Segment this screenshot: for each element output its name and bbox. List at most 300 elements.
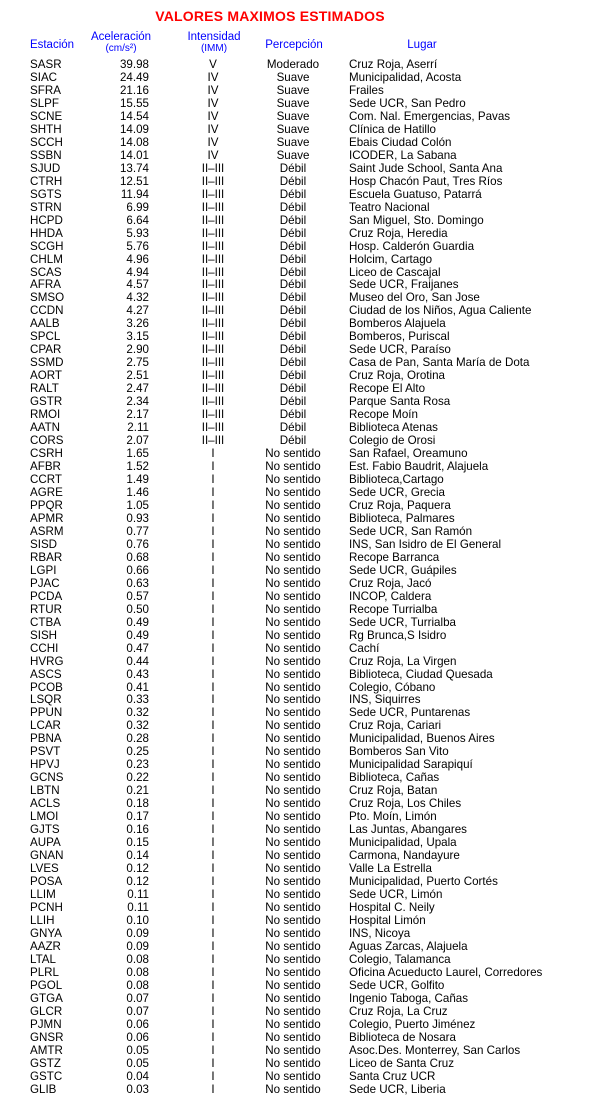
cell-intensidad: I [211, 810, 215, 824]
cell-estacion: GSTR [30, 395, 63, 409]
cell-percepcion: No sentido [265, 589, 321, 603]
cell-aceleracion: 0.15 [126, 836, 149, 850]
cell-percepcion: No sentido [265, 1004, 321, 1018]
table-row [0, 1045, 590, 1058]
cell-lugar: INCOP, Caldera [349, 589, 432, 603]
cell-percepcion: Suave [276, 135, 310, 149]
cell-aceleracion: 0.07 [126, 1004, 149, 1018]
cell-estacion: PBNA [30, 732, 62, 746]
cell-lugar: Recope Barranca [349, 550, 440, 564]
cell-intensidad: I [211, 641, 215, 655]
cell-intensidad: I [211, 1082, 215, 1096]
cell-estacion: CTBA [30, 615, 61, 629]
cell-intensidad: I [211, 447, 215, 461]
cell-estacion: LBTN [30, 784, 60, 798]
cell-lugar: Sede UCR, Paraíso [349, 343, 451, 357]
cell-estacion: CSRH [30, 447, 63, 461]
cell-percepcion: Suave [276, 70, 310, 84]
cell-estacion: POSA [30, 875, 63, 889]
cell-aceleracion: 0.32 [126, 719, 149, 733]
cell-intensidad: II–III [201, 408, 225, 422]
cell-lugar: Com. Nal. Emergencias, Pavas [349, 109, 511, 123]
cell-estacion: PJAC [30, 576, 60, 590]
cell-intensidad: I [211, 498, 215, 512]
cell-percepcion: Débil [279, 304, 307, 318]
cell-intensidad: II–III [201, 356, 225, 370]
cell-aceleracion: 0.05 [126, 1056, 149, 1070]
table-row [0, 124, 590, 137]
cell-percepcion: No sentido [265, 991, 321, 1005]
cell-intensidad: I [211, 939, 215, 953]
cell-intensidad: II–III [201, 265, 225, 279]
cell-aceleracion: 21.16 [119, 83, 149, 97]
cell-aceleracion: 2.90 [126, 343, 149, 357]
cell-percepcion: Débil [279, 356, 307, 370]
cell-lugar: Sede UCR, Limón [349, 888, 443, 901]
cell-aceleracion: 14.01 [119, 148, 149, 162]
cell-aceleracion: 0.05 [126, 1043, 149, 1057]
table-row [0, 967, 590, 980]
cell-lugar: Saint Jude School, Santa Ana [349, 161, 503, 175]
cell-estacion: APMR [30, 511, 64, 525]
cell-lugar: Ebais Ciudad Colón [349, 135, 452, 149]
cell-intensidad: I [211, 900, 215, 914]
cell-lugar: Sede UCR, San Pedro [349, 96, 466, 110]
cell-aceleracion: 4.32 [126, 291, 149, 305]
cell-estacion: GSTZ [30, 1056, 61, 1070]
cell-aceleracion: 0.23 [126, 758, 149, 772]
cell-aceleracion: 0.44 [126, 654, 149, 668]
cell-percepcion: No sentido [265, 615, 321, 629]
cell-percepcion: No sentido [265, 913, 321, 927]
cell-estacion: LGPI [30, 563, 57, 577]
table-row [0, 1071, 590, 1084]
table-row [0, 1032, 590, 1045]
cell-lugar: San Miguel, Sto. Domingo [349, 213, 484, 227]
cell-lugar: Pto. Moín, Limón [349, 810, 437, 824]
cell-aceleracion: 14.54 [119, 109, 149, 123]
cell-intensidad: V [209, 58, 217, 71]
header-intensidad [182, 32, 246, 54]
cell-intensidad: I [211, 680, 215, 694]
cell-percepcion: Débil [279, 343, 307, 357]
cell-intensidad: I [211, 1004, 215, 1018]
cell-percepcion: No sentido [265, 706, 321, 720]
cell-lugar: Cruz Roja, Aserrí [349, 58, 438, 71]
cell-aceleracion: 0.04 [126, 1069, 149, 1083]
cell-intensidad: I [211, 1030, 215, 1044]
table-row [0, 591, 590, 604]
cell-aceleracion: 2.47 [126, 382, 149, 396]
header-percepcion: Percepción [265, 39, 323, 51]
cell-estacion: SISH [30, 628, 58, 642]
cell-intensidad: I [211, 473, 215, 486]
cell-intensidad: I [211, 849, 215, 863]
cell-percepcion: No sentido [265, 900, 321, 914]
cell-estacion: AAZR [30, 939, 61, 953]
cell-percepcion: No sentido [265, 628, 321, 642]
cell-intensidad: II–III [201, 226, 225, 240]
cell-estacion: CORS [30, 434, 64, 448]
cell-estacion: SIAC [30, 70, 58, 84]
cell-estacion: GNYA [30, 926, 62, 940]
cell-aceleracion: 0.68 [126, 550, 149, 564]
cell-intensidad: I [211, 615, 215, 629]
cell-lugar: Municipalidad, Puerto Cortés [349, 875, 498, 889]
table-row [0, 604, 590, 617]
cell-percepcion: Suave [276, 96, 310, 110]
table-row [0, 137, 590, 150]
table-row [0, 617, 590, 630]
cell-estacion: SMSO [30, 291, 65, 305]
cell-aceleracion: 2.51 [126, 369, 149, 383]
cell-lugar: INS, Nicoya [349, 926, 411, 940]
cell-intensidad: I [211, 667, 215, 681]
cell-percepcion: Débil [279, 239, 307, 253]
cell-lugar: Frailes [349, 83, 384, 97]
cell-lugar: Biblioteca, Palmares [349, 511, 455, 525]
cell-percepcion: No sentido [265, 732, 321, 746]
cell-intensidad: I [211, 550, 215, 564]
cell-percepcion: No sentido [265, 745, 321, 759]
cell-intensidad: II–III [201, 434, 225, 448]
cell-aceleracion: 0.76 [126, 537, 149, 551]
cell-intensidad: IV [207, 109, 219, 123]
cell-percepcion: Débil [279, 291, 307, 305]
table-row [0, 72, 590, 85]
cell-intensidad: I [211, 952, 215, 966]
cell-percepcion: No sentido [265, 758, 321, 772]
cell-lugar: Carmona, Nandayure [349, 849, 460, 863]
cell-percepcion: Débil [279, 265, 307, 279]
cell-percepcion: Débil [279, 382, 307, 396]
cell-estacion: HCPD [30, 213, 63, 227]
cell-aceleracion: 4.57 [126, 278, 149, 292]
cell-aceleracion: 2.75 [126, 356, 149, 370]
cell-aceleracion: 4.96 [126, 252, 149, 266]
cell-estacion: SPCL [30, 330, 61, 344]
table-row [0, 176, 590, 189]
cell-aceleracion: 0.28 [126, 732, 149, 746]
cell-intensidad: IV [207, 122, 219, 136]
cell-percepcion: No sentido [265, 1069, 321, 1083]
cell-estacion: CCDN [30, 304, 64, 318]
cell-estacion: GJTS [30, 823, 60, 837]
cell-estacion: PPQR [30, 498, 63, 512]
cell-percepcion: No sentido [265, 875, 321, 889]
table-row [0, 539, 590, 552]
cell-lugar: Sede UCR, Fraijanes [349, 278, 459, 292]
cell-aceleracion: 4.27 [126, 304, 149, 318]
cell-lugar: Sede UCR, Guápiles [349, 563, 457, 577]
table-row [0, 1006, 590, 1019]
cell-percepcion: Suave [276, 83, 310, 97]
cell-estacion: AUPA [30, 836, 61, 850]
cell-percepcion: No sentido [265, 447, 321, 461]
cell-aceleracion: 0.18 [126, 797, 149, 811]
cell-percepcion: No sentido [265, 1017, 321, 1031]
cell-estacion: CCHI [30, 641, 59, 655]
cell-lugar: Sede UCR, Grecia [349, 485, 446, 499]
cell-percepcion: Débil [279, 174, 307, 188]
cell-lugar: Oficina Acueducto Laurel, Corredores [349, 965, 543, 979]
cell-intensidad: I [211, 823, 215, 837]
cell-estacion: SLPF [30, 96, 59, 110]
cell-aceleracion: 15.55 [119, 96, 149, 110]
cell-intensidad: I [211, 706, 215, 720]
cell-lugar: Sede UCR, Liberia [349, 1082, 446, 1096]
cell-estacion: PLRL [30, 965, 60, 979]
cell-percepcion: Suave [276, 122, 310, 136]
cell-intensidad: I [211, 1069, 215, 1083]
cell-lugar: Cruz Roja, Jacó [349, 576, 432, 590]
cell-percepcion: No sentido [265, 563, 321, 577]
header-intensidad-unit: (IMM) [200, 43, 228, 54]
header-lugar: Lugar [407, 39, 437, 51]
cell-estacion: ACLS [30, 797, 61, 811]
cell-estacion: RMOI [30, 408, 61, 422]
cell-estacion: SJUD [30, 161, 61, 175]
cell-estacion: SCCH [30, 135, 63, 149]
cell-lugar: Teatro Nacional [349, 200, 430, 214]
cell-aceleracion: 1.05 [126, 498, 149, 512]
cell-lugar: Municipalidad Sarapiquí [349, 758, 473, 772]
cell-aceleracion: 12.51 [119, 174, 149, 188]
cell-lugar: Bomberos San Vito [349, 745, 449, 759]
cell-aceleracion: 0.09 [126, 939, 149, 953]
cell-lugar: Biblioteca de Nosara [349, 1030, 456, 1044]
cell-intensidad: II–III [201, 382, 225, 396]
table-row [0, 915, 590, 928]
cell-intensidad: I [211, 888, 215, 901]
table-row [0, 1084, 590, 1097]
cell-aceleracion: 39.98 [119, 58, 149, 71]
cell-estacion: PCDA [30, 589, 63, 603]
cell-estacion: AFBR [30, 460, 61, 474]
cell-percepcion: Débil [279, 434, 307, 448]
cell-intensidad: I [211, 460, 215, 474]
table-row [0, 954, 590, 967]
cell-aceleracion: 2.34 [126, 395, 149, 409]
cell-lugar: Clínica de Hatillo [349, 122, 436, 136]
table-row [0, 189, 590, 202]
cell-aceleracion: 0.25 [126, 745, 149, 759]
cell-intensidad: I [211, 563, 215, 577]
cell-aceleracion: 1.49 [126, 473, 149, 486]
cell-estacion: LLIM [30, 888, 56, 901]
cell-aceleracion: 0.57 [126, 589, 149, 603]
cell-lugar: Sede UCR, Turrialba [349, 615, 456, 629]
cell-lugar: Ciudad de los Niños, Agua Caliente [349, 304, 532, 318]
table-row [0, 85, 590, 98]
table-row [0, 526, 590, 539]
cell-percepcion: No sentido [265, 797, 321, 811]
cell-aceleracion: 0.08 [126, 965, 149, 979]
cell-aceleracion: 14.09 [119, 122, 149, 136]
cell-intensidad: I [211, 797, 215, 811]
cell-intensidad: IV [207, 96, 219, 110]
cell-estacion: SHTH [30, 122, 62, 136]
cell-percepcion: No sentido [265, 784, 321, 798]
header-intensidad-label: Intensidad [187, 31, 241, 43]
cell-estacion: GSTC [30, 1069, 63, 1083]
cell-aceleracion: 0.06 [126, 1030, 149, 1044]
cell-aceleracion: 24.49 [119, 70, 149, 84]
cell-intensidad: I [211, 771, 215, 785]
cell-percepcion: Débil [279, 200, 307, 214]
cell-percepcion: Moderado [266, 58, 320, 71]
cell-lugar: Cruz Roja, La Virgen [349, 654, 457, 668]
cell-lugar: Sede UCR, Golfito [349, 978, 445, 992]
cell-percepcion: No sentido [265, 810, 321, 824]
cell-aceleracion: 0.10 [126, 913, 149, 927]
cell-estacion: SFRA [30, 83, 61, 97]
cell-lugar: Casa de Pan, Santa María de Dota [349, 356, 530, 370]
cell-intensidad: I [211, 978, 215, 992]
cell-intensidad: II–III [201, 421, 225, 435]
table-row [0, 254, 590, 267]
cell-estacion: SGTS [30, 187, 62, 201]
cell-aceleracion: 0.41 [126, 680, 149, 694]
cell-intensidad: I [211, 576, 215, 590]
cell-aceleracion: 5.76 [126, 239, 149, 253]
cell-lugar: Biblioteca,Cartago [349, 473, 444, 486]
cell-lugar: Colegio, Puerto Jiménez [349, 1017, 476, 1031]
cell-estacion: AALB [30, 317, 60, 331]
cell-estacion: LLIH [30, 913, 55, 927]
cell-percepcion: No sentido [265, 524, 321, 538]
cell-lugar: Las Juntas, Abangares [349, 823, 467, 837]
cell-aceleracion: 0.17 [126, 810, 149, 824]
cell-estacion: RBAR [30, 550, 63, 564]
cell-estacion: HPVJ [30, 758, 60, 772]
cell-intensidad: IV [207, 148, 219, 162]
table-row [0, 215, 590, 228]
cell-estacion: HVRG [30, 654, 64, 668]
cell-aceleracion: 0.33 [126, 693, 149, 707]
cell-aceleracion: 0.66 [126, 563, 149, 577]
cell-lugar: Cruz Roja, Paquera [349, 498, 451, 512]
cell-intensidad: I [211, 862, 215, 876]
cell-percepcion: Débil [279, 252, 307, 266]
cell-aceleracion: 0.06 [126, 1017, 149, 1031]
cell-percepcion: No sentido [265, 823, 321, 837]
header-aceleracion-unit: (cm/s²) [105, 43, 137, 54]
cell-aceleracion: 0.03 [126, 1082, 149, 1096]
cell-lugar: Recope Turrialba [349, 602, 438, 616]
cell-lugar: Municipalidad, Acosta [349, 70, 462, 84]
table-row [0, 565, 590, 578]
cell-estacion: GLCR [30, 1004, 63, 1018]
cell-lugar: ICODER, La Sabana [349, 148, 457, 162]
cell-intensidad: I [211, 965, 215, 979]
cell-lugar: Bomberos, Puriscal [349, 330, 450, 344]
cell-aceleracion: 0.32 [126, 706, 149, 720]
cell-lugar: Colegio de Orosi [349, 434, 436, 448]
cell-intensidad: I [211, 602, 215, 616]
cell-intensidad: II–III [201, 213, 225, 227]
cell-lugar: Biblioteca Atenas [349, 421, 438, 435]
cell-percepcion: No sentido [265, 965, 321, 979]
cell-intensidad: I [211, 511, 215, 525]
cell-intensidad: I [211, 875, 215, 889]
cell-estacion: SCAS [30, 265, 62, 279]
table-row [0, 993, 590, 1006]
cell-aceleracion: 0.11 [127, 888, 149, 901]
cell-aceleracion: 3.26 [126, 317, 149, 331]
table-row [0, 980, 590, 993]
cell-estacion: SSMD [30, 356, 64, 370]
cell-estacion: AORT [30, 369, 62, 383]
cell-percepcion: No sentido [265, 550, 321, 564]
cell-percepcion: No sentido [265, 498, 321, 512]
cell-intensidad: I [211, 485, 215, 499]
cell-intensidad: I [211, 732, 215, 746]
cell-lugar: Cruz Roja, La Cruz [349, 1004, 448, 1018]
cell-estacion: GNSR [30, 1030, 64, 1044]
cell-aceleracion: 11.94 [120, 187, 149, 201]
cell-percepcion: Débil [279, 161, 307, 175]
cell-aceleracion: 0.22 [126, 771, 149, 785]
table-row [0, 163, 590, 176]
cell-intensidad: I [211, 1017, 215, 1031]
cell-lugar: Cruz Roja, Los Chiles [349, 797, 462, 811]
cell-estacion: PCOB [30, 680, 63, 694]
cell-estacion: PPUN [30, 706, 63, 720]
cell-aceleracion: 2.07 [126, 434, 149, 448]
cell-intensidad: I [211, 537, 215, 551]
cell-aceleracion: 0.47 [126, 641, 149, 655]
cell-aceleracion: 0.12 [126, 862, 149, 876]
cell-intensidad: I [211, 1056, 215, 1070]
cell-intensidad: I [211, 758, 215, 772]
cell-aceleracion: 0.07 [126, 991, 149, 1005]
cell-aceleracion: 0.12 [126, 875, 149, 889]
cell-estacion: LTAL [30, 952, 56, 966]
cell-lugar: Cruz Roja, Batan [349, 784, 438, 798]
table-row [0, 513, 590, 526]
cell-percepcion: No sentido [265, 473, 321, 486]
cell-percepcion: No sentido [265, 576, 321, 590]
cell-aceleracion: 0.08 [126, 952, 149, 966]
cell-aceleracion: 1.65 [126, 447, 149, 461]
cell-estacion: GNAN [30, 849, 64, 863]
cell-lugar: Cruz Roja, Heredia [349, 226, 448, 240]
cell-intensidad: I [211, 836, 215, 850]
cell-intensidad: I [211, 913, 215, 927]
cell-aceleracion: 5.93 [126, 226, 149, 240]
cell-lugar: Valle La Estrella [349, 862, 432, 876]
cell-intensidad: II–III [201, 200, 225, 214]
cell-percepcion: Suave [276, 148, 310, 162]
cell-lugar: Santa Cruz UCR [349, 1069, 436, 1083]
cell-aceleracion: 0.11 [127, 900, 149, 914]
table-row [0, 500, 590, 513]
cell-percepcion: Débil [279, 330, 307, 344]
cell-aceleracion: 3.15 [126, 330, 149, 344]
cell-percepcion: No sentido [265, 1043, 321, 1057]
cell-intensidad: I [211, 719, 215, 733]
cell-lugar: Biblioteca, Cañas [349, 771, 440, 785]
cell-lugar: Colegio, Talamanca [349, 952, 451, 966]
cell-lugar: Aguas Zarcas, Alajuela [349, 939, 468, 953]
cell-intensidad: II–III [201, 291, 225, 305]
cell-intensidad: IV [207, 83, 219, 97]
cell-lugar: Est. Fabio Baudrit, Alajuela [349, 460, 489, 474]
cell-lugar: Municipalidad, Upala [349, 836, 457, 850]
cell-aceleracion: 0.50 [126, 602, 149, 616]
cell-intensidad: IV [207, 135, 219, 149]
